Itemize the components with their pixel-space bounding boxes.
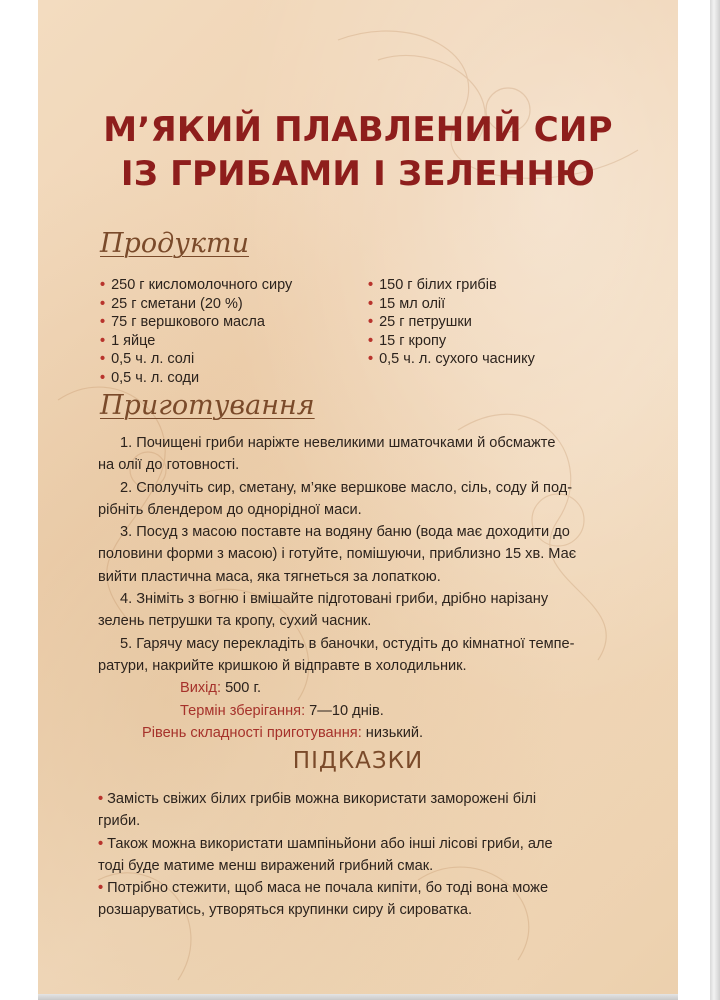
ingredients-list-left: [100, 276, 292, 388]
list-item: [368, 350, 535, 369]
ingredient-text: 15 мл олії: [379, 295, 446, 312]
recipe-title-line-2: ІЗ ГРИБАМИ І ЗЕЛЕННЮ: [120, 154, 596, 194]
bullet-icon: •: [100, 295, 106, 312]
recipe-title: [38, 108, 678, 196]
storage-label: Термін зберігання: [180, 702, 302, 719]
ingredient-text: 75 г вершкового масла: [111, 314, 265, 331]
bullet-icon: •: [100, 351, 106, 368]
tip-item: [98, 877, 670, 922]
tips-heading: ПІДКАЗКИ: [292, 748, 424, 774]
ingredient-text: 25 г сметани (20 %): [111, 295, 243, 312]
list-item: [368, 313, 535, 332]
ingredient-text: 0,5 ч. л. сухого часнику: [379, 351, 535, 368]
list-item: [368, 295, 535, 314]
bullet-icon: •: [100, 277, 106, 293]
bullet-icon: •: [368, 314, 374, 331]
products-heading: Продукти: [100, 228, 249, 259]
list-item: [368, 276, 535, 295]
tip-text: Потрібно стежити, щоб маса не почала кипіти, бо тоді вона може розшаруватись, утворяться крупинки сиру й сироватка.: [98, 880, 549, 919]
step-paragraph: 5. Гарячу масу перекладіть в баночки, остудіть до кімнатної темпе- ратури, накрийте кришкою й відправте в холодильник.: [98, 635, 575, 674]
step-paragraph: 2. Сполучіть сир, сметану, м’яке вершкове масло, сіль, соду й под- рібніть блендером до однорідної маси.: [98, 479, 573, 518]
yield-line: Вихід: 500 г.: [180, 680, 262, 697]
step-paragraph: 4. Зніміть з вогню і вмішайте підготовані гриби, дрібно нарізану зелень петрушки та кропу, сухий часник.: [98, 591, 549, 630]
list-item: [368, 332, 535, 351]
page-edge-right: [710, 0, 720, 1000]
preparation-steps: [98, 432, 670, 744]
yield-value: 500 г.: [221, 680, 262, 697]
list-item: [100, 276, 292, 295]
recipe-page: [38, 0, 678, 1000]
bullet-icon: •: [100, 369, 106, 386]
ingredient-text: 0,5 ч. л. солі: [111, 351, 195, 368]
step-paragraph: 3. Посуд з масою поставте на водяну баню (вода має доходити до половини форми з масою) і готуйте, помішуючи, приблизно 15 хв. Має вийти пластична маса, яка тягнеться за лопаткою.: [98, 524, 577, 585]
list-item: [100, 369, 292, 388]
bullet-icon: •: [368, 295, 374, 312]
yield-label: Вихід: [180, 680, 217, 697]
step-paragraph: 1. Почищені гриби наріжте невеликими шматочками й обсмажте на олії до готовності.: [98, 435, 556, 474]
ingredient-text: 1 яйце: [111, 332, 156, 349]
difficulty-label: Рівень складності приготування: [142, 724, 358, 741]
recipe-title-line-1: М’ЯКИЙ ПЛАВЛЕНИЙ СИР: [103, 110, 613, 150]
tip-item: [98, 788, 670, 833]
difficulty-value: низький.: [361, 724, 424, 741]
ingredient-text: 250 г кисломолочного сиру: [111, 277, 293, 293]
list-item: [100, 332, 292, 351]
storage-line: Термін зберігання: 7—10 днів.: [180, 702, 384, 719]
ingredient-text: 150 г білих грибів: [379, 277, 497, 293]
bullet-icon: •: [98, 791, 104, 807]
tips-list: [98, 788, 670, 922]
ingredient-text: 25 г петрушки: [379, 314, 472, 331]
list-item: [100, 295, 292, 314]
ingredient-text: 0,5 ч. л. соди: [111, 369, 200, 386]
list-item: [100, 350, 292, 369]
list-item: [100, 313, 292, 332]
storage-value: 7—10 днів.: [305, 702, 384, 719]
tip-text: Також можна використати шампіньйони або інші лісові гриби, але тоді буде матиме менш виражений грибний смак.: [98, 835, 553, 874]
tip-text: Замість свіжих білих грибів можна використати заморожені білі гриби.: [98, 791, 537, 830]
bullet-icon: •: [98, 835, 104, 852]
bullet-icon: •: [100, 314, 106, 331]
difficulty-line: Рівень складності приготування: низький.: [142, 724, 424, 741]
bullet-icon: •: [100, 332, 106, 349]
page-edge-bottom: [38, 994, 678, 1000]
bullet-icon: •: [368, 277, 374, 293]
bullet-icon: •: [368, 332, 374, 349]
preparation-heading: Приготування: [100, 390, 315, 421]
bullet-icon: •: [368, 351, 374, 368]
ingredients-list-right: [368, 276, 535, 369]
ingredient-text: 15 г кропу: [379, 332, 447, 349]
bullet-icon: •: [98, 880, 104, 897]
tip-item: [98, 833, 670, 878]
